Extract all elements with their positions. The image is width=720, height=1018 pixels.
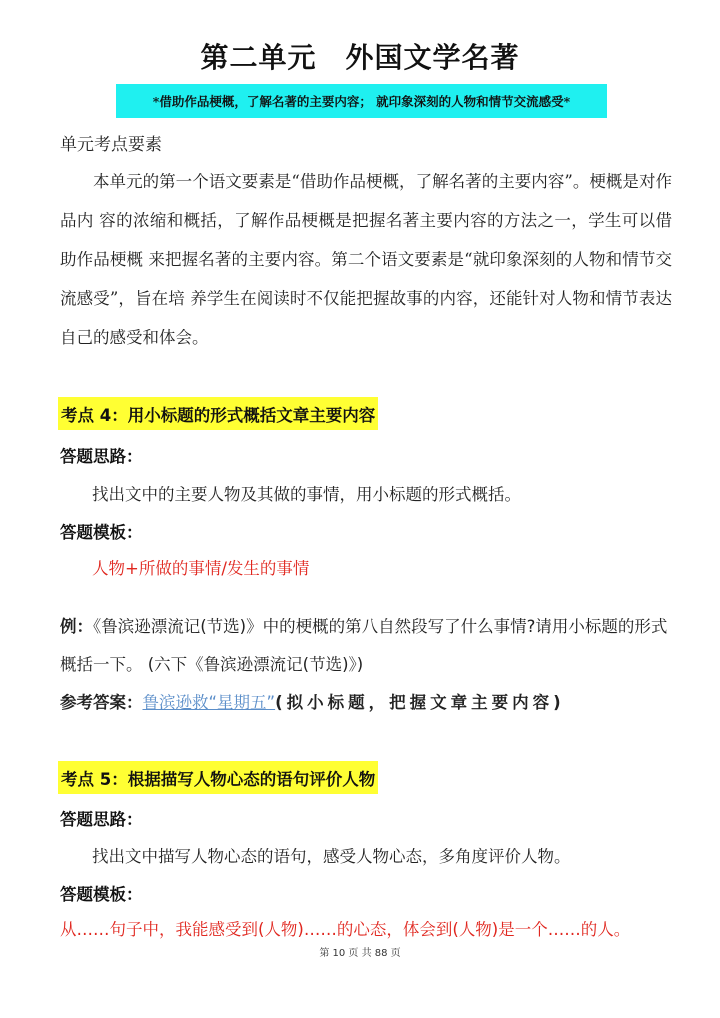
kp4-thinking-text: 找出文中的主要人物及其做的事情，用小标题的形式概括。: [92, 485, 521, 504]
kp5-title: 考点 5：根据描写人物心态的语句评价人物: [58, 761, 378, 794]
section-heading: 单元考点要素: [60, 135, 162, 155]
page-footer: 第 10 页 共 88 页: [319, 948, 401, 959]
kp4-thinking-label: 答题思路：: [60, 447, 143, 466]
kp4-template-text: 人物+所做的事情/发生的事情: [92, 559, 310, 578]
kp4-template-label: 答题模板：: [60, 523, 143, 542]
unit-goals-banner: *借助作品梗概，了解名著的主要内容； 就印象深刻的人物和情节交流感受*: [116, 84, 607, 118]
kp4-answer-label: 参考答案：: [60, 693, 143, 712]
kp5-template-label: 答题模板：: [60, 885, 143, 904]
intro-paragraph: 本单元的第一个语文要素是“借助作品梗概，了解名著的主要内容”。梗概是对作品内 容的浓缩和概括，了解作品梗概是把握名著主要内容的方法之一，学生可以借助作品梗概 来把握名著的主要内容。第二个语文要素是“就印象深刻的人物和情节交流感受”，旨在培 养学生在阅读时不仅能把握故事的内容，还能针对人物和情节表达自己的感受和体会。: [60, 172, 672, 347]
kp4-example-text: 《鲁滨逊漂流记(节选)》中的梗概的第八自然段写了什么事情?请用小标题的形式概括一下。 (六下《鲁滨逊漂流记(节选)》): [60, 617, 668, 674]
kp4-answer-link[interactable]: 鲁滨逊救“星期五”: [142, 693, 276, 712]
kp4-title: 考点 4：用小标题的形式概括文章主要内容: [58, 397, 378, 430]
kp4-example: [60, 608, 672, 684]
kp5-template-text: 从……句子中，我能感受到(人物)……的心态，体会到(人物)是一个……的人。: [60, 920, 631, 939]
kp4-example-label: 例：: [60, 617, 93, 636]
kp5-thinking-label: 答题思路：: [60, 810, 143, 829]
page-title: 第二单元 外国文学名著: [200, 41, 520, 74]
kp4-answer-note: (拟小标题，把握文章主要内容): [275, 693, 565, 712]
kp5-thinking-text: 找出文中描写人物心态的语句，感受人物心态，多角度评价人物。: [92, 847, 571, 866]
kp4-answer: [60, 689, 565, 713]
